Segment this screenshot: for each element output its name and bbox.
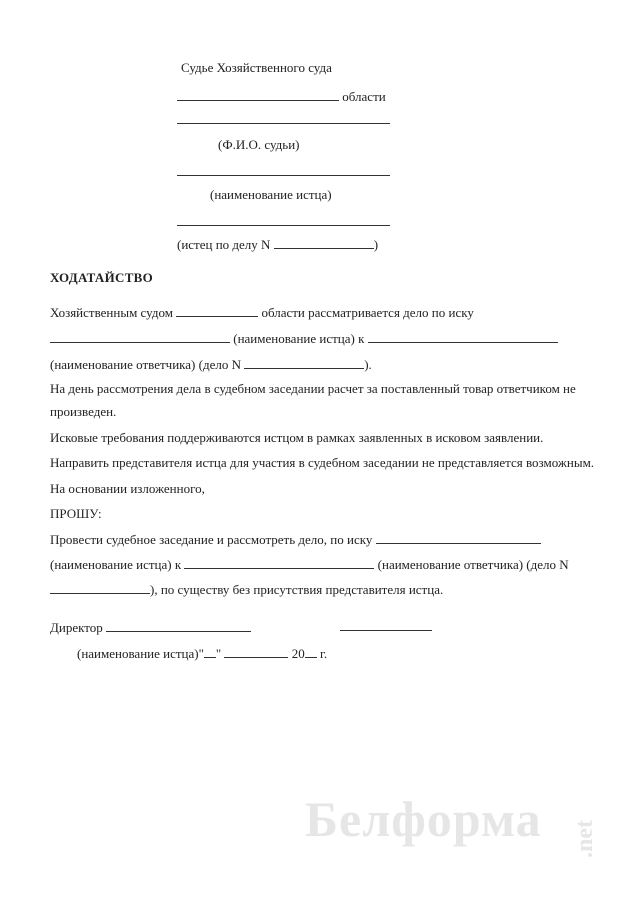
plaintiff-caption: (наименование истца): [210, 187, 332, 202]
plaintiff-extra-blank[interactable]: [177, 225, 390, 226]
paragraph-3: (наименование ответчика) (дело N ).: [50, 357, 372, 372]
case-number-blank-2[interactable]: [244, 356, 364, 369]
court-region-blank[interactable]: [176, 304, 258, 317]
paragraph-5: Исковые требования поддерживаются истцом в рамках заявленных в исковом заявлении.: [50, 430, 544, 445]
paragraph-2: (наименование истца) к: [50, 330, 558, 347]
paragraph-1: Хозяйственным судом области рассматривается дело по иску: [50, 305, 474, 320]
header-region-line: области: [177, 88, 386, 105]
case-number-line: (истец по делу N ): [177, 237, 379, 252]
paragraph-7: На основании изложенного,: [50, 481, 205, 496]
paragraph-6: Направить представителя истца для участия в судебном заседании не представляется возможным.: [50, 455, 595, 470]
request-heading: ПРОШУ:: [50, 506, 102, 521]
year-blank[interactable]: [305, 645, 317, 658]
defendant-blank[interactable]: [368, 330, 558, 343]
paragraph-10: ), по существу без присутствия представителя истца.: [50, 581, 443, 598]
day-blank[interactable]: [204, 645, 216, 658]
plaintiff-blank[interactable]: [50, 330, 230, 343]
paragraph-9: (наименование истца) к (наименование ответчика) (дело N: [50, 557, 569, 572]
plaintiff-name-blank[interactable]: [177, 175, 390, 176]
judge-name-blank[interactable]: [177, 123, 390, 124]
header-judge-line: Судье Хозяйственного суда: [181, 60, 332, 75]
region-blank[interactable]: [177, 88, 339, 101]
month-blank[interactable]: [224, 645, 288, 658]
paragraph-4b: произведен.: [50, 404, 117, 419]
judge-name-caption: (Ф.И.О. судьи): [218, 137, 300, 152]
plaintiff-blank-2[interactable]: [376, 531, 541, 544]
watermark-logo: Белформа: [305, 791, 542, 847]
document-title: ХОДАТАЙСТВО: [50, 270, 154, 285]
director-signature-blank[interactable]: [340, 630, 432, 631]
case-number-blank[interactable]: [274, 236, 374, 249]
paragraph-8: Провести судебное заседание и рассмотреть дело, по иску: [50, 531, 541, 548]
defendant-blank-2[interactable]: [184, 556, 374, 569]
signature-caption: (наименование истца)" " 20 г.: [77, 646, 328, 661]
director-line: Директор: [50, 619, 251, 636]
case-number-blank-3[interactable]: [50, 581, 150, 594]
director-name-blank[interactable]: [106, 619, 251, 632]
paragraph-4a: На день рассмотрения дела в судебном заседании расчет за поставленный товар ответчиком не: [50, 381, 576, 396]
watermark-net: .net: [572, 820, 598, 858]
